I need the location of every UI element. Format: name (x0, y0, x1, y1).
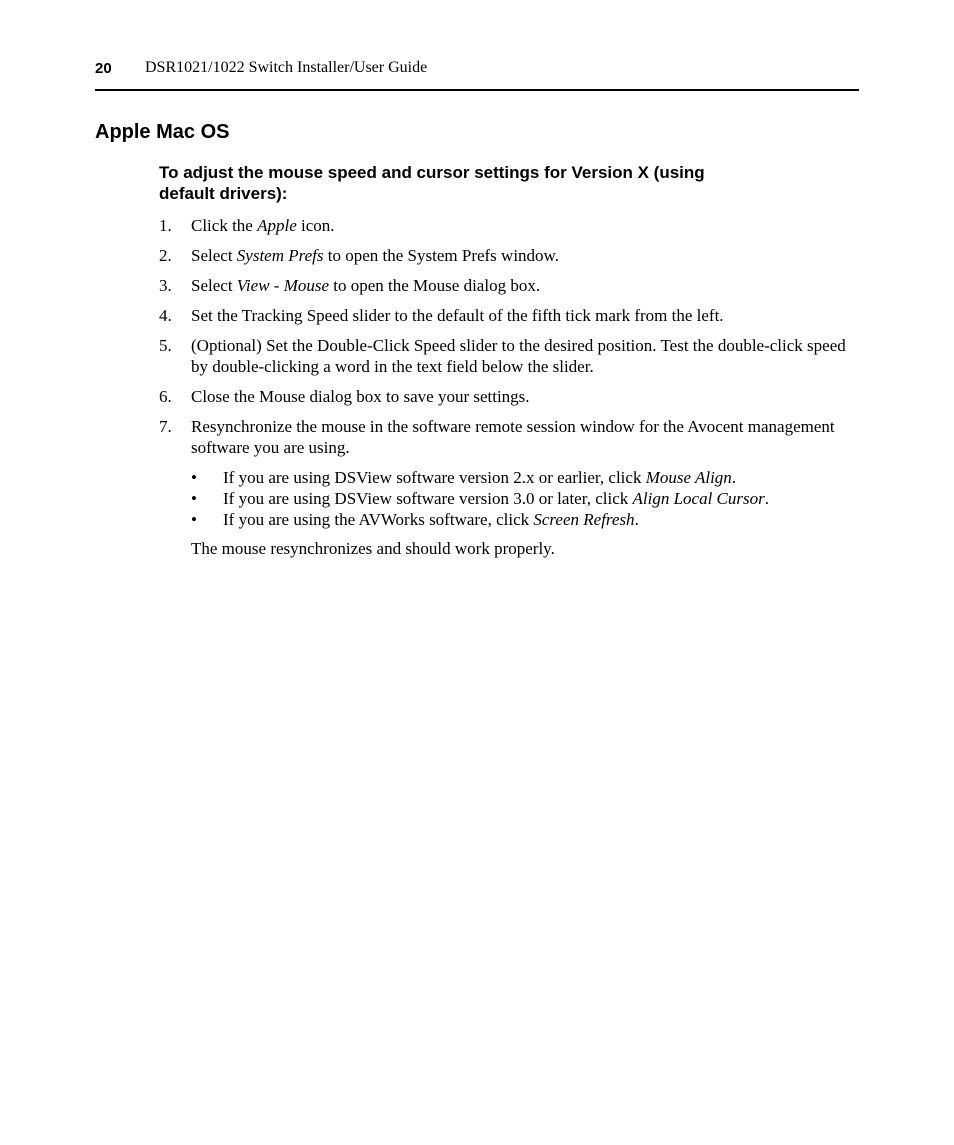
step-number: 1. (159, 216, 172, 235)
step-text: Select System Prefs to open the System Prefs window. (191, 246, 559, 265)
bullet-mark: • (191, 468, 197, 487)
bullet-mark: • (191, 489, 197, 508)
step-text: (Optional) Set the Double-Click Speed slider to the desired position. Test the double-click speed by double-clicking a word in the text field below the slider. (191, 336, 846, 376)
list-item (159, 305, 859, 326)
header-rule (95, 89, 859, 91)
list-item (159, 386, 859, 407)
document-title: DSR1021/1022 Switch Installer/User Guide (145, 59, 428, 76)
page-header (95, 58, 859, 80)
list-item (159, 215, 859, 236)
step-text: Set the Tracking Speed slider to the default of the fifth tick mark from the left. (191, 306, 724, 325)
step-number: 4. (159, 306, 172, 325)
step-number: 7. (159, 417, 172, 436)
emphasis: Screen Refresh (533, 510, 635, 529)
steps-list (159, 215, 859, 539)
list-item (159, 245, 859, 266)
emphasis: Mouse Align (645, 468, 732, 487)
emphasis: Align Local Cursor (632, 489, 765, 508)
bullet-item: • If you are using DSView software version 2.x or earlier, click Mouse Align. (191, 468, 737, 487)
list-item (159, 416, 859, 530)
page-number: 20 (95, 60, 112, 77)
bullet-item: • If you are using DSView software version 3.0 or later, click Align Local Cursor. (191, 489, 769, 508)
procedure-heading: To adjust the mouse speed and cursor settings for Version X (using default drivers): (159, 163, 705, 203)
step-text: Resynchronize the mouse in the software remote session window for the Avocent management software you are using. (191, 417, 835, 457)
step-text: Select View - Mouse to open the Mouse dialog box. (191, 276, 541, 295)
bullet-item: • If you are using the AVWorks software, click Screen Refresh. (191, 510, 639, 529)
list-item (159, 335, 859, 377)
step-text: Close the Mouse dialog box to save your settings. (191, 387, 530, 406)
emphasis: View - Mouse (236, 276, 330, 295)
bullet-list (191, 467, 859, 530)
step-text: Click the Apple icon. (191, 216, 335, 235)
step-number: 6. (159, 387, 172, 406)
emphasis: Apple (257, 216, 297, 235)
step-number: 3. (159, 276, 172, 295)
step-number: 2. (159, 246, 172, 265)
bullet-mark: • (191, 510, 197, 529)
closing-text: The mouse resynchronizes and should work properly. (191, 539, 555, 558)
emphasis: System Prefs (236, 246, 324, 265)
section-title: Apple Mac OS (95, 121, 230, 143)
list-item (159, 275, 859, 296)
step-number: 5. (159, 336, 172, 355)
